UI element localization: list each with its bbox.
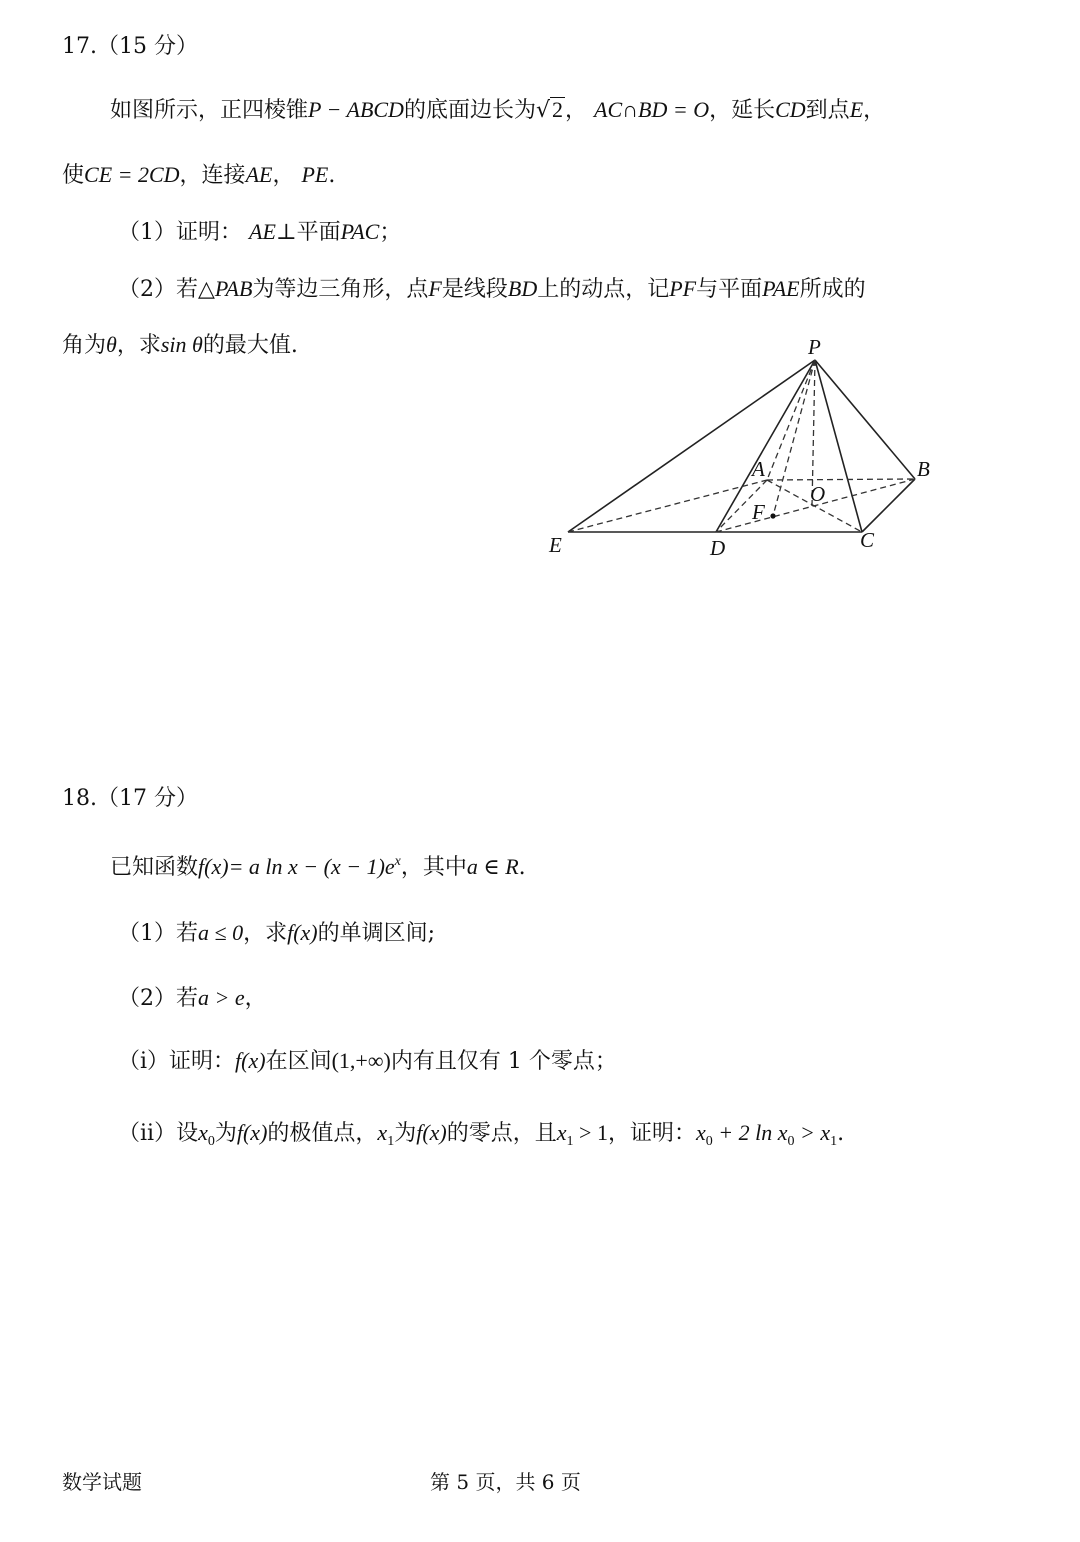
point-F	[770, 513, 775, 518]
edge-EP	[568, 360, 815, 532]
q18-part2-i: （i）证明：f(x)在区间(1,+∞)内有且仅有 1 个零点；	[118, 1048, 617, 1074]
label-D: D	[710, 536, 726, 560]
footer-page-number: 第 5 页，共 6 页	[430, 1470, 581, 1494]
q17-statement-line1: 如图所示，正四棱锥P − ABCD的底面边长为√2， AC∩BD = O，延长CD到点E，	[110, 97, 886, 123]
hidden-edge-PA	[767, 360, 815, 480]
hidden-edge-EA	[568, 480, 767, 532]
sqrt-two: √2	[535, 97, 563, 123]
label-C: C	[860, 528, 875, 552]
q18-part2-ii: （ii）设$x_0$为f(x)的极值点，$x_1$为f(x)的零点，且$x_1 > 1$，证明：$x_0 + 2$ $\ln x_0 > x_1$.	[118, 1120, 845, 1149]
q18-statement: 已知函数f(x)= a $\ln x - (x - 1)e^x$，其中a ∈ R.	[110, 854, 526, 880]
label-E: E	[549, 533, 562, 557]
q17-statement-line2: 使CE = 2CD，连接AE， PE.	[62, 162, 336, 188]
edge-PC	[815, 360, 862, 532]
q17-part2-continued: 角为θ，求sin θ的最大值.	[62, 332, 298, 358]
label-B: B	[917, 457, 930, 481]
footer-subject: 数学试题	[62, 1470, 142, 1494]
edge-BC	[862, 479, 915, 532]
label-F: F	[752, 500, 765, 524]
hidden-PF	[773, 360, 815, 516]
pyramid-figure	[540, 330, 960, 565]
q17-part1: （1）证明： AE⊥平面PAC；	[118, 219, 402, 245]
label-P: P	[808, 335, 821, 359]
q17-part2: （2）若△PAB为等边三角形，点F是线段BD上的动点，记PF与平面PAE所成的	[118, 276, 866, 302]
hidden-edge-AB	[767, 479, 915, 480]
label-O: O	[810, 482, 826, 506]
label-A: A	[752, 457, 765, 481]
q18-part1: （1）若a ≤ 0，求f(x)的单调区间;	[118, 920, 436, 946]
edge-PB	[815, 360, 915, 479]
q17-number: 17.（15 分）	[62, 34, 198, 59]
edge-PD	[716, 360, 815, 532]
q18-part2: （2）若a > e，	[118, 985, 267, 1011]
q18-number: 18.（17 分）	[62, 786, 198, 811]
